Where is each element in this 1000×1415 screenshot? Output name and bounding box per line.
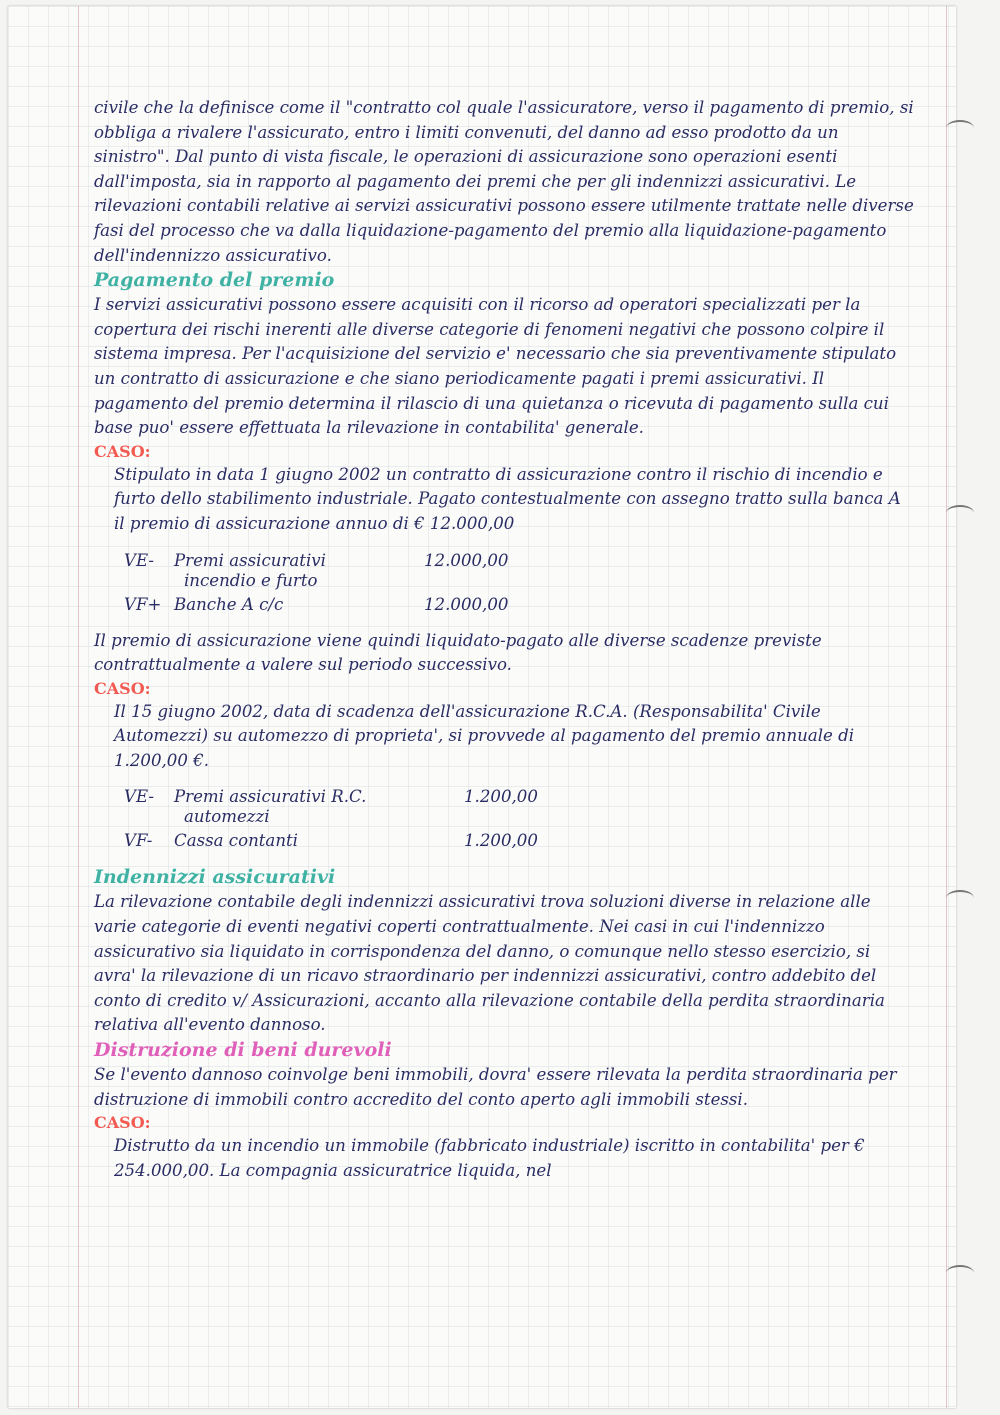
- case-label: CASO:: [94, 678, 151, 698]
- binder-hole: [946, 1265, 974, 1281]
- entry-account: Cassa contanti: [174, 831, 298, 851]
- case-label: CASO:: [94, 441, 151, 461]
- destruction-body: Se l'evento dannoso coinvolge beni immobili, dovra' essere rilevata la perdita straordinaria per distruzione di immobili contro accredito del conto aperto agli immobili stessi.: [94, 1065, 897, 1109]
- case-text: Distrutto da un incendio un immobile (fabbricato industriale) iscritto in contabilita' per € 254.000,00. La compagnia assicuratrice liquida, nel: [114, 1136, 865, 1180]
- entry-code: VF+: [124, 594, 162, 614]
- entry-account: Premi assicurativi: [174, 550, 326, 570]
- entry-account-detail: automezzi: [184, 807, 270, 827]
- entry-amount: 12.000,00: [424, 594, 509, 614]
- section-heading-indemnities: Indennizzi assicurativi: [94, 866, 336, 889]
- case-label: CASO:: [94, 1113, 151, 1133]
- entry-amount: 12.000,00: [424, 550, 509, 570]
- binder-hole: [946, 505, 974, 521]
- journal-entry: [124, 831, 914, 851]
- binder-hole: [946, 120, 974, 136]
- indemnities-body: La rilevazione contabile degli indennizzi assicurativi trova soluzioni diverse in relazione alle varie categorie di eventi negativi coperti contrattualmente. Nei casi in cui l'indennizzo assicurativo sia liquidato in corrispondenza del danno, o comunque nello stesso esercizio, si avra' la rilevazione di un ricavo straordinario per indennizzi assicurativi, contro addebito del conto di credito v/ Assicurazioni, accanto alla rilevazione contabile della perdita straordinaria relativa all'evento dannoso.: [94, 892, 885, 1035]
- journal-entries: [124, 551, 914, 615]
- margin-line-right: [946, 6, 947, 1408]
- journal-entry: [124, 787, 914, 827]
- case-text: Stipulato in data 1 giugno 2002 un contratto di assicurazione contro il rischio di incendio e furto dello stabilimento industriale. Pagato contestualmente con assegno tratto sulla banca A il premio di assicurazione annuo di € 12.000,00: [114, 464, 901, 533]
- section-heading-destruction: Distruzione di beni durevoli: [94, 1039, 392, 1062]
- entry-code: VE-: [124, 550, 155, 570]
- journal-entry: [124, 595, 914, 615]
- premium-between-text: Il premio di assicurazione viene quindi liquidato-pagato alle diverse scadenze previste contrattualmente a valere sul periodo successivo.: [94, 630, 822, 675]
- binder-hole: [946, 890, 974, 906]
- entry-code: VF-: [124, 831, 153, 851]
- entry-account: Premi assicurativi R.C.: [174, 787, 367, 807]
- entry-amount: 1.200,00: [464, 831, 538, 851]
- section-heading-premium-payment: Pagamento del premio: [94, 269, 335, 292]
- entry-account-detail: incendio e furto: [184, 570, 318, 590]
- entry-account: Banche A c/c: [174, 594, 284, 614]
- notes-content: [94, 96, 914, 1183]
- journal-entry: [124, 551, 914, 591]
- premium-payment-body: I servizi assicurativi possono essere acquisiti con il ricorso ad operatori specializzati per la copertura dei rischi inerenti alle diverse categorie di fenomeni negativi che possono colpire il sistema impresa. Per l'acquisizione del servizio e' necessario che sia preventivamente stipulato un contratto di assicurazione e che siano periodicamente pagati i premi assicurativi. Il pagamento del premio determina il rilascio di una quietanza o ricevuta di pagamento sulla cui base puo' essere effettuata la rilevazione in contabilita' generale.: [94, 295, 897, 438]
- entry-code: VE-: [124, 787, 155, 807]
- entry-amount: 1.200,00: [464, 787, 538, 807]
- intro-paragraph: civile che la definisce come il "contratto col quale l'assicuratore, verso il pagamento di premio, si obbliga a rivalere l'assicurato, entro i limiti convenuti, del danno ad esso prodotto da un sinistro". Dal punto di vista fiscale, le operazioni di assicurazione sono operazioni esenti dall'imposta, sia in rapporto al pagamento dei premi che per gli indennizzi assicurativi. Le rilevazioni contabili relative ai servizi assicurativi possono essere utilmente trattate nelle diverse fasi del processo che va dalla liquidazione-pagamento del premio alla liquidazione-pagamento dell'indennizzo assicurativo.: [94, 98, 914, 265]
- margin-line: [78, 6, 79, 1408]
- case-text: Il 15 giugno 2002, data di scadenza dell'assicurazione R.C.A. (Responsabilita' Civile Automezzi) su automezzo di proprieta', si provvede al pagamento del premio annuale di 1.200,00 €.: [114, 701, 855, 770]
- journal-entries: [124, 787, 914, 851]
